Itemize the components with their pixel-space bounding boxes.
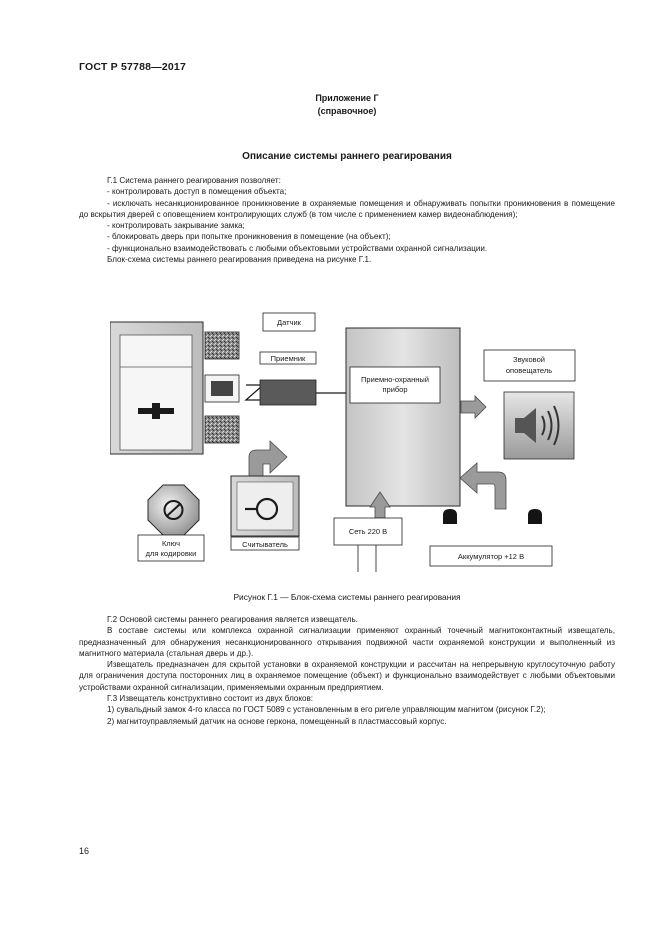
key-label-line2: для кодировки [145, 549, 197, 558]
section-title: Описание системы раннего реагирования [242, 151, 452, 162]
block-diagram [110, 312, 590, 574]
block-diagram-figure [110, 312, 590, 574]
list-item: 2) магнитоуправляемый датчик на основе геркона, помещенный в пластмассовый корпус. [107, 716, 447, 726]
sounder-label-line2: оповещатель [505, 366, 553, 375]
appendix-title: Приложение Г [315, 93, 379, 103]
receiver-label: Приемник [270, 354, 306, 363]
document-standard-number: ГОСТ Р 57788—2017 [79, 61, 187, 73]
reader-label: Считыватель [242, 540, 288, 549]
sounder-label-line1: Звуковой [513, 355, 545, 364]
paragraph: Извещатель предназначен для скрытой установки в охраняемой конструкции и рассчитан на непрерывную круглосуточную работу для ограничения доступа посторонних лиц в охраняемое помещение (объект) и функционально взаимодействует с любыми объектовыми устройствами охранной сигнализации, применяемыми охранным предприятием. [79, 660, 615, 692]
output-arrow-icon [461, 396, 486, 418]
reader-arrow-icon [249, 441, 287, 480]
door-illustration [110, 322, 203, 454]
door-sensor-blocks [205, 332, 239, 443]
list-item: - исключать несанкционированное проникновение в охраняемые помещения и обнаруживать попытки проникновения в помещение до вскрытия дверей с оповещением контролирующих служб (в том числе с применением камер видеонаблюдения); [79, 198, 615, 219]
paragraph: Г.2 Основой системы раннего реагирования является извещатель. [107, 615, 358, 624]
battery-terminal-left [443, 509, 457, 524]
appendix-heading [79, 92, 615, 118]
paragraph: Блок-схема системы раннего реагирования приведена на рисунке Г.1. [107, 255, 372, 265]
key-label-line1: Ключ [161, 539, 181, 548]
page-number: 16 [79, 846, 90, 856]
list-item: 1) сувальдный замок 4-го класса по ГОСТ 5089 с установленным в его ригеле управляющим магнитом (рисунок Г.2); [107, 705, 546, 715]
list-item: - блокировать дверь при попытке проникновения в помещение (на объект); [107, 232, 391, 242]
device-label-line2: прибор [382, 385, 408, 394]
battery-terminal-right [528, 509, 542, 524]
list-item: - контролировать закрывание замка; [107, 221, 245, 231]
list-item: - функционально взаимодействовать с любыми объектовыми устройствами охранной сигнализации. [107, 243, 488, 253]
receiver-block [260, 380, 316, 405]
battery-arrow-icon [460, 463, 506, 509]
device-label-line1: Приемно-охранный [361, 375, 429, 384]
appendix-subtitle: (справочное) [317, 106, 377, 116]
body-text [79, 614, 615, 727]
paragraph: Г.1 Система раннего реагирования позволяет: [107, 176, 281, 185]
list-item: - контролировать доступ в помещения объекта; [107, 187, 287, 197]
paragraph: Г.3 Извещатель конструктивно состоит из двух блоков: [107, 694, 314, 704]
intro-text [79, 175, 615, 265]
mains-label: Сеть 220 В [348, 527, 388, 536]
speaker-icon [504, 392, 574, 459]
figure-caption: Рисунок Г.1 — Блок-схема системы раннего реагирования [233, 592, 461, 602]
battery-label: Аккумулятор +12 В [457, 552, 525, 561]
sensor-label: Датчик [277, 318, 301, 327]
paragraph: В составе системы или комплекса охранной сигнализации применяют охранный точечный магнитоконтактный извещатель, предназначенный для обнаружения несанкционированного открывания подвижной части охраняемой конструкции и выполненный из магнитного материала (стальная дверь и др.). [79, 626, 615, 658]
alarm-control-device [346, 328, 460, 506]
